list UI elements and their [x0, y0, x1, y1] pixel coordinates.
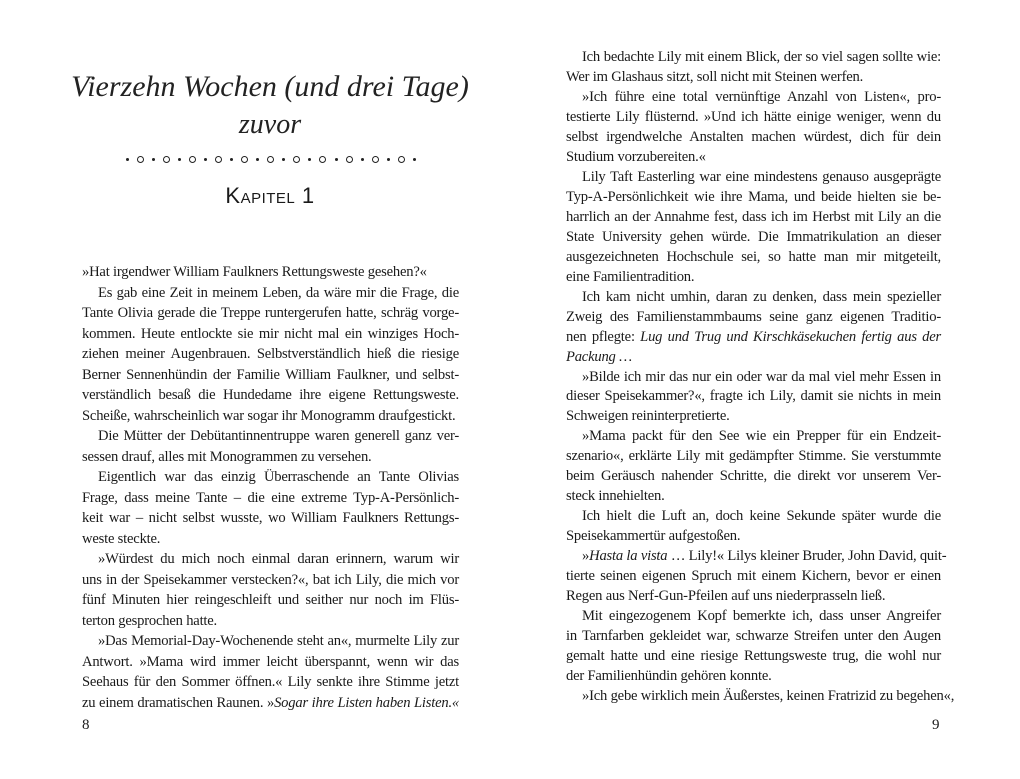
ornament-dot: [204, 158, 207, 161]
text-segment: Mit eingezogenem Kopf bemerkte ich, dass unser Angreifer: [582, 608, 941, 625]
ornament-dot: [178, 158, 181, 161]
text-line: [82, 262, 459, 283]
text-line: [566, 587, 941, 607]
ornament-dot: [230, 158, 233, 161]
text-line: [82, 693, 459, 714]
text-segment: zu einem dramatischen Raunen. »: [82, 694, 275, 711]
text-line: [566, 228, 941, 248]
text-segment: keit war – nicht selbst wusste, wo William Faulkners Rettungs-: [82, 510, 459, 526]
text-line: [566, 88, 941, 108]
ornament-divider: [126, 156, 416, 163]
text-segment: Die Mütter der Debütantinnentruppe waren generell ganz ver-: [98, 428, 459, 444]
text-segment: »Bilde ich mir das nur ein oder war da mal viel mehr Essen in: [582, 368, 941, 385]
italic-text: Packung …: [566, 348, 632, 365]
text-line: [82, 426, 459, 447]
ornament-ring: [137, 156, 144, 163]
ornament-ring: [293, 156, 300, 163]
text-line: [566, 687, 955, 707]
ornament-ring: [189, 156, 196, 163]
text-segment: Zweig des Familienstammbaums seine ganz eigenen Traditio-: [566, 308, 941, 325]
text-segment: sessen drauf, alles mit Monogrammen zu versehen.: [82, 448, 372, 465]
text-segment: Es gab eine Zeit in meinem Leben, da wäre mir die Frage, die: [98, 284, 459, 301]
ornament-ring: [163, 156, 170, 163]
text-segment: Speisekammertür aufgestoßen.: [566, 528, 741, 545]
page-number-right: 9: [932, 717, 940, 733]
text-line: [566, 268, 941, 288]
text-segment: Schweigen reininterpretierte.: [566, 408, 730, 425]
text-line: [566, 487, 941, 507]
text-line: [82, 467, 459, 488]
text-line: [82, 529, 459, 550]
text-line: [566, 248, 941, 268]
text-segment: Ich kam nicht umhin, daran zu denken, dass mein spezieller: [582, 288, 941, 305]
text-segment: Ich bedachte Lily mit einem Blick, der so viel sagen sollte wie:: [582, 49, 941, 65]
text-line: [82, 652, 459, 673]
ornament-dot: [361, 158, 364, 161]
ornament-ring: [319, 156, 326, 163]
text-segment: szenario«, erklärte Lily mit gedämpfter Stimme. Sie verstummte: [566, 448, 941, 465]
text-segment: Eigentlich war das einzig Überraschende an Tante Olivias: [98, 469, 459, 485]
text-segment: »: [582, 548, 590, 565]
text-line: [566, 108, 941, 128]
ornament-ring: [398, 156, 405, 163]
text-segment: Lily Taft Easterling war eine mindestens genauso ausgeprägte: [582, 168, 941, 185]
text-segment: harrlich an der Annahme fest, dass ich im Herbst mit Lily an die: [566, 208, 941, 225]
text-line: [82, 303, 459, 324]
text-line: [566, 48, 941, 68]
ornament-dot: [152, 158, 155, 161]
text-line: [566, 368, 941, 388]
text-segment: kommen. Heute entlockte sie mir nicht mal ein winziges Hoch-: [82, 325, 459, 342]
text-line: [82, 488, 459, 509]
text-segment: dieser Speisekammer?«, fragte ich Lily, damit sie nichts in mein: [566, 388, 941, 405]
text-segment: »Das Memorial-Day-Wochenende steht an«, murmelte Lily zur: [98, 633, 459, 649]
text-line: [566, 607, 941, 627]
ornament-dot: [126, 158, 129, 161]
text-line: [82, 611, 459, 632]
ornament-dot: [308, 158, 311, 161]
text-line: [566, 68, 941, 88]
text-line: [82, 324, 459, 345]
text-segment: Wer im Glashaus sitzt, soll nicht mit Steinen werfen.: [566, 68, 864, 85]
text-segment: steck innehielten.: [566, 488, 665, 505]
chapter-title: Kapitel 1: [225, 183, 315, 208]
text-segment: Berner Sennenhündin der Familie William Faulkner, und selbst-: [82, 366, 459, 383]
text-line: [82, 283, 459, 304]
text-line: [82, 385, 459, 406]
text-line: [566, 288, 941, 308]
text-line: [566, 427, 941, 447]
text-line: [566, 527, 941, 547]
text-segment: gemalt hatte und eine riesige Rettungsweste trug, die wohl nur: [566, 648, 941, 665]
text-segment: »Ich führe eine total vernünftige Anzahl von Listen«, pro-: [582, 88, 941, 105]
right-page: [510, 0, 1020, 779]
text-segment: ausgezeichneten Hochschule sei, so hatte man mir mitgeteilt,: [566, 248, 941, 265]
text-segment: Tante Olivia gerade die Treppe runtergerufen hatte, schräg vorge-: [82, 305, 459, 321]
text-segment: Typ-A-Persönlichkeit wie ihre Mama, und beide hielten sie be-: [566, 188, 941, 205]
italic-text: Lug und Trug und Kirschkäsekuchen fertig aus der: [640, 328, 941, 345]
text-line: [566, 647, 941, 667]
text-segment: Seehaus für den Sommer öffnen.« Lily senkte ihre Stimme jetzt: [82, 674, 459, 690]
text-line: [82, 672, 459, 693]
ornament-ring: [372, 156, 379, 163]
text-segment: tierte seinen eigenen Spruch mit einem Kichern, bevor er einen: [566, 568, 941, 585]
text-line: [566, 348, 941, 368]
ornament-dot: [413, 158, 416, 161]
text-segment: verständlich besaß die Hundedame ihre eigene Rettungsweste.: [82, 387, 459, 403]
ornament-ring: [346, 156, 353, 163]
text-segment: State University gehen würde. Die Immatrikulation an dieser: [566, 228, 941, 245]
text-segment: nen pflegte:: [566, 328, 641, 345]
text-segment: Antwort. »Mama wird immer leicht überspannt, wenn wir das: [82, 653, 459, 670]
text-line: [82, 447, 459, 468]
text-line: [566, 308, 941, 328]
ornament-ring: [241, 156, 248, 163]
ornament-dot: [387, 158, 390, 161]
ornament-ring: [215, 156, 222, 163]
text-line: [82, 344, 459, 365]
ornament-dot: [335, 158, 338, 161]
text-segment: beim Geräusch nahender Schritte, die direkt vor unserem Ver-: [566, 468, 941, 485]
text-segment: Ich hielt die Luft an, doch keine Sekunde später wurde die: [582, 508, 941, 525]
text-segment: selbst irgendwelche Anstalten machen würdest, dich für dein: [566, 128, 941, 145]
text-line: [82, 570, 459, 591]
text-segment: uns in der Speisekammer verstecken?«, bat ich Lily, die mich vor: [82, 571, 459, 588]
text-line: [566, 407, 941, 427]
ornament-dot: [256, 158, 259, 161]
text-line: [566, 667, 941, 687]
left-page-body: [82, 262, 459, 713]
text-line: [82, 365, 459, 386]
text-line: [82, 549, 459, 570]
text-segment: Frage, dass meine Tante – die eine extreme Typ-A-Persönlich-: [82, 489, 459, 506]
text-line: [566, 467, 941, 487]
ornament-dot: [282, 158, 285, 161]
right-page-body: [566, 48, 955, 707]
text-segment: fünf Minuten hier reingeschleift und seither nur noch im Flüs-: [82, 592, 459, 608]
text-line: [566, 188, 941, 208]
text-line: [566, 208, 941, 228]
text-line: [82, 406, 459, 427]
chapter-heading-line1: Vierzehn Wochen (und drei Tage): [71, 70, 469, 103]
chapter-heading-line2: zuvor: [238, 109, 302, 140]
text-line: [566, 567, 941, 587]
text-segment: der Familienhündin gehören konnte.: [566, 668, 772, 685]
text-segment: testierte Lily flüsternd. »Und ich hätte einige weniger, wenn du: [566, 108, 941, 125]
text-line: [82, 590, 459, 611]
text-line: [566, 507, 941, 527]
text-line: [566, 547, 947, 567]
text-segment: terton gesprochen hatte.: [82, 612, 218, 629]
text-segment: »Ich gebe wirklich mein Äußerstes, keinen Fratrizid zu begehen«,: [582, 688, 955, 704]
text-line: [566, 328, 941, 348]
text-segment: … Lily!« Lilys kleiner Bruder, John David, quit-: [667, 548, 947, 565]
italic-text: Hasta la vista: [589, 548, 668, 565]
italic-text: Sogar ihre Listen haben Listen.«: [274, 694, 459, 711]
text-line: [566, 148, 941, 168]
text-segment: eine Familientradition.: [566, 268, 695, 285]
ornament-ring: [267, 156, 274, 163]
text-segment: weste steckte.: [82, 530, 161, 547]
text-line: [82, 508, 459, 529]
text-segment: in Tarnfarben gekleidet war, schwarze Streifen unter den Augen: [566, 628, 941, 645]
page-number-left: 8: [82, 717, 90, 733]
text-line: [82, 631, 459, 652]
text-line: [566, 447, 941, 467]
text-segment: »Hat irgendwer William Faulkners Rettungsweste gesehen?«: [82, 264, 427, 280]
text-segment: Studium vorzubereiten.«: [566, 148, 706, 165]
text-segment: »Mama packt für den See wie ein Prepper für ein Endzeit-: [582, 428, 941, 445]
text-line: [566, 627, 941, 647]
text-segment: ziehen meiner Augenbrauen. Selbstverständlich hieß die riesige: [82, 346, 459, 362]
text-segment: »Würdest du mich noch einmal daran erinnern, warum wir: [98, 551, 459, 567]
text-segment: Scheiße, wahrscheinlich war sogar ihr Monogramm draufgestickt.: [82, 407, 456, 424]
text-line: [566, 128, 941, 148]
text-segment: Regen aus Nerf-Gun-Pfeilen auf uns niederprasseln ließ.: [566, 588, 886, 605]
text-line: [566, 168, 941, 188]
text-line: [566, 387, 941, 407]
